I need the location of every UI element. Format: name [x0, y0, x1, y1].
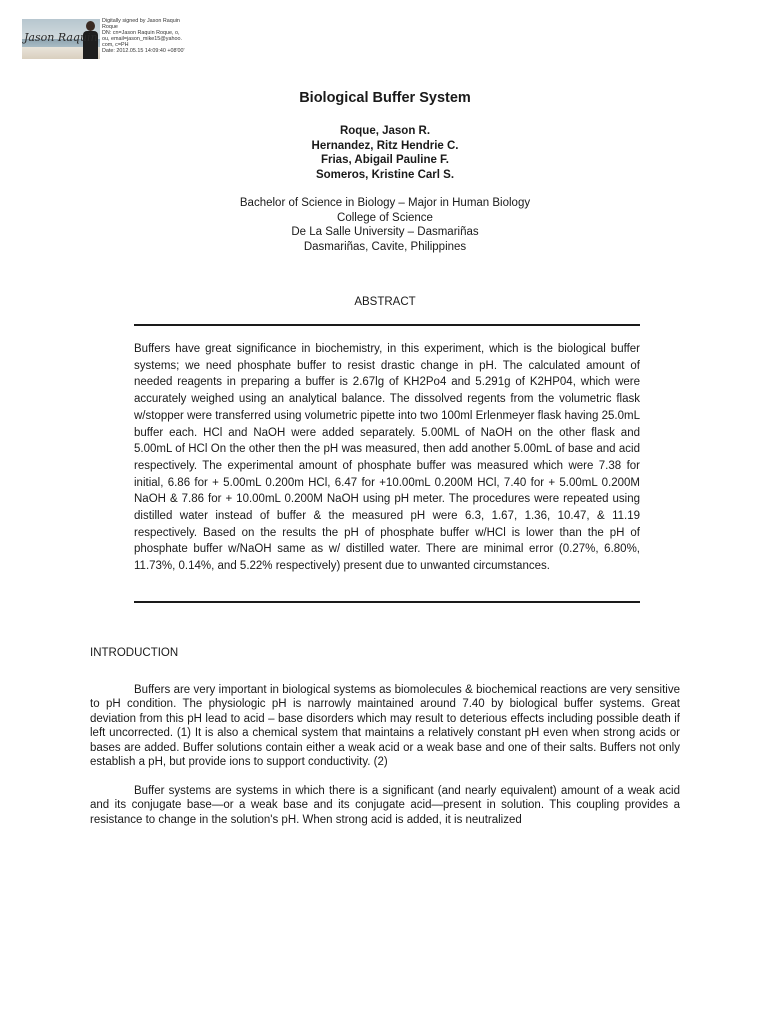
signature-line: com, c=PH: [102, 42, 129, 49]
signature-line: Roque: [102, 24, 118, 31]
abstract-heading: ABSTRACT: [354, 296, 416, 308]
paper-title: Biological Buffer System: [299, 90, 471, 106]
affiliation-line: College of Science: [337, 211, 433, 224]
author-list: [90, 124, 680, 182]
author: Roque, Jason R.: [339, 125, 431, 137]
signature-line: Date: 2012.05.15 14:09:40 +08'00': [102, 48, 185, 55]
author: Hernandez, Ritz Hendrie C.: [311, 139, 459, 152]
abstract-text: Buffers have great significance in biochemistry, in this experiment, which is the biological buffer systems; we need phosphate buffer to resist drastic change in pH. The calculated amount of needed reagents in preparing a buffer is 2.67lg of KH2Po4 and 5.291g of K2HP04, which were accurately weighed using an analytical balance. The dissolved regents from the volumetric flask w/stopper were transferred using volumetric pipette into two 100ml Erlenmeyer flask having 25.0mL buffer each. HCl and NaOH were added separately. 5.00ML of NaOH on the other flask and 5.00mL of HCl On the other then the pH was measured, then add another 5.00mL of base and acid respectively. The experimental amount of phosphate buffer was measured which were 7.38 for initial, 6.86 for + 5.00mL 0.200m HCl, 6.47 for +10.00mL 0.200M HCl, 7.40 for + 5.00mL 0.200M NaOH & 7.86 for + 10.00mL 0.200M NaOH using pH meter. The procedures were repeated using distilled water instead of buffer & the measured pH were 6.3, 1.67, 1.36, 10.47, & 11.19 respectively. Based on the results the pH of phosphate buffer w/HCl is lower than the pH of phosphate buffer w/NaOH same as w/ distilled water. There are minimal error (0.27%, 6.80%, 11.73%, 0.14%, and 5.22% respectively) present due to unwanted circumstances.: [134, 343, 640, 573]
affiliation-line: Bachelor of Science in Biology – Major in Human Biology: [239, 197, 531, 209]
author: Frias, Abigail Pauline F.: [320, 154, 450, 166]
signature-line: Digitally signed by Jason Raquin: [102, 18, 180, 24]
digital-signature: [22, 18, 190, 60]
introduction-heading: INTRODUCTION: [90, 646, 179, 659]
signature-photo: [22, 19, 100, 59]
intro-paragraph: Buffers are very important in biological systems as biomolecules & biochemical reactions are very sensitive to pH condition. The physiologic pH is narrowly maintained around 7.40 by biological buffer systems. Great deviation from this pH lead to acid – base disorders which may result to deterious effects including possible death if left uncorrected. (1) It is also a chemical system that maintains a relatively constant pH even when strong acids or bases are added. Buffer solutions contain either a weak acid or a weak base and one of their salts. Buffers not only establish a pH, but provide ions to support conductivity. (2): [90, 683, 680, 769]
affiliation-line: De La Salle University – Dasmariñas: [291, 226, 479, 238]
signature-details: [102, 18, 185, 55]
signature-line: DN: cn=Jason Raquin Roque, o,: [102, 30, 180, 37]
person-head: [86, 21, 95, 31]
signature-line: ou, email=jason_mike15@yahoo.: [102, 36, 182, 43]
signature-script: Jason Raquin: [24, 31, 98, 44]
abstract-box: [134, 324, 640, 603]
intro-paragraph: Buffer systems are systems in which there is a significant (and nearly equivalent) amount of a weak acid and its conjugate base—or a weak base and its conjugate acid—present in solution. This coupling provides a resistance to change in the solution's pH. When strong acid is added, it is neutralized: [90, 784, 680, 826]
paper-content: [90, 88, 680, 827]
author: Someros, Kristine Carl S.: [315, 168, 455, 181]
affiliation: [90, 196, 680, 254]
affiliation-line: Dasmariñas, Cavite, Philippines: [303, 240, 467, 253]
